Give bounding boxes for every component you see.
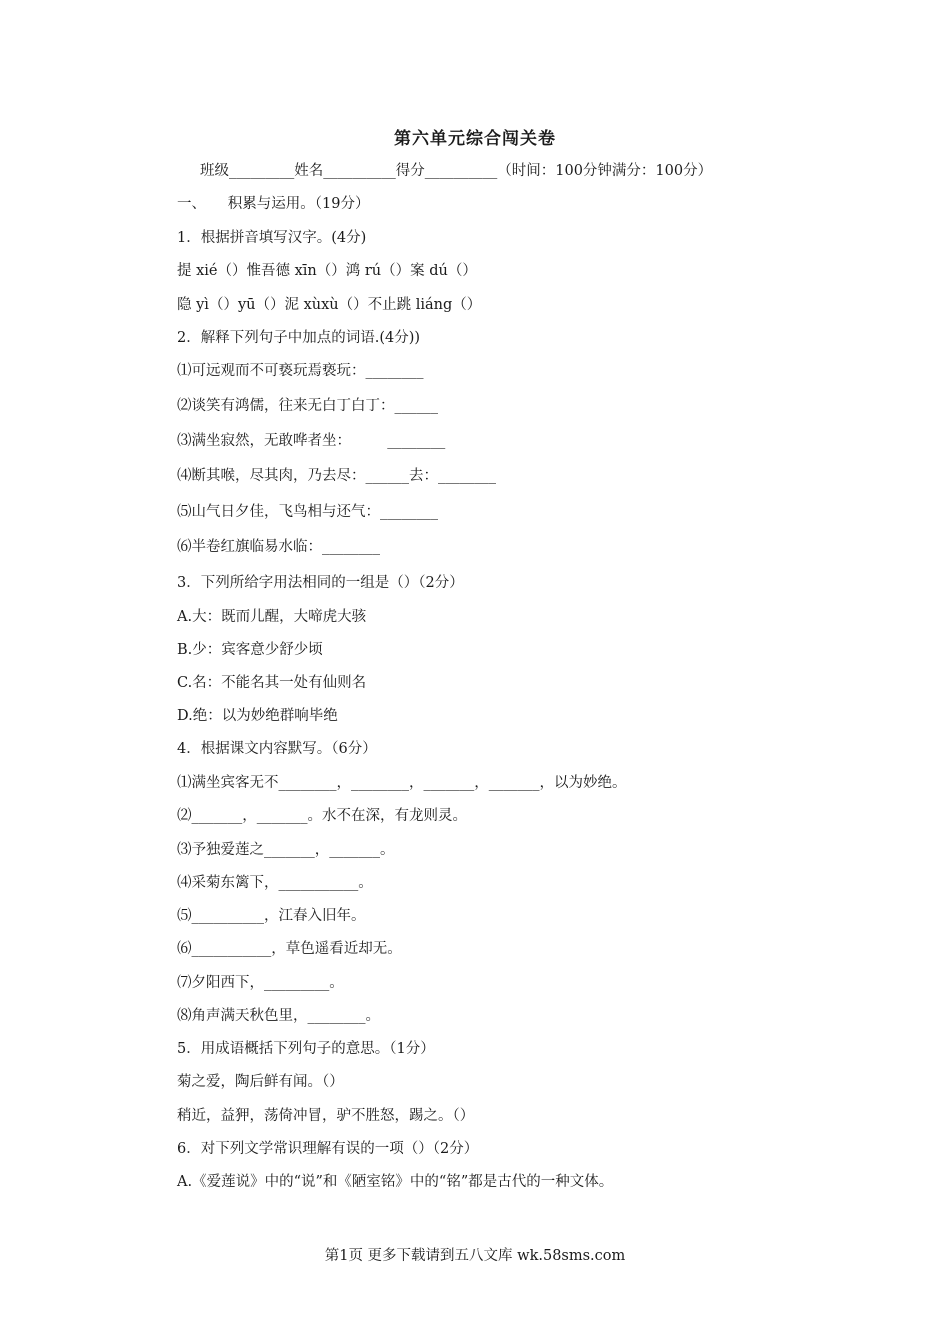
q3-option-b: B.少：宾客意少舒少顷 <box>177 642 323 658</box>
q4-item-4: ⑷采菊东篱下，___________。 <box>177 875 373 891</box>
q2-item-1: ⑴可远观而不可亵玩焉亵玩：________ <box>177 363 424 379</box>
q4-item-7: ⑺夕阳西下，_________。 <box>177 975 344 991</box>
pinyin-line-1: 提 xié（）惟吾德 xīn（）鸿 rú（）案 dú（） <box>177 263 477 279</box>
section-heading: 一、 积累与运用。（19分） <box>177 196 370 212</box>
q3-option-d: D.绝：以为妙绝群响毕绝 <box>177 708 338 724</box>
q4-item-1: ⑴满坐宾客无不________，________，_______，_______，以为妙绝。 <box>177 775 627 791</box>
question-6: 6．对下列文学常识理解有误的一项（）（2分） <box>177 1141 479 1157</box>
q3-option-c: C.名：不能名其一处有仙则名 <box>177 675 367 691</box>
q4-item-2: ⑵_______，_______。水不在深，有龙则灵。 <box>177 808 467 824</box>
question-1: 1．根据拼音填写汉字。(4分) <box>177 230 367 246</box>
q4-item-6: ⑹___________，草色遥看近却无。 <box>177 941 402 957</box>
page-title: 第六单元综合闯关卷 <box>394 129 556 149</box>
q3-option-a: A.大：既而儿醒，大啼虎大骇 <box>177 609 367 625</box>
q2-item-6: ⑹半卷红旗临易水临：________ <box>177 539 380 555</box>
question-2: 2．解释下列句子中加点的词语.(4分)) <box>177 330 421 346</box>
q6-option-a: A.《爱莲说》中的“说”和《陋室铭》中的“铭”都是古代的一种文体。 <box>177 1174 614 1190</box>
q5-item-1: 菊之爱，陶后鲜有闻。（） <box>177 1074 344 1090</box>
q4-item-5: ⑸__________，江春入旧年。 <box>177 908 366 924</box>
question-3: 3．下列所给字用法相同的一组是（）（2分） <box>177 575 464 591</box>
q5-item-2: 稍近，益狎，荡倚冲冒，驴不胜怒，踢之。（） <box>177 1108 475 1124</box>
pinyin-line-2: 隐 yì（）yū（）泥 xùxù（）不止跳 liáng（） <box>177 297 482 313</box>
q4-item-8: ⑻角声满天秋色里，________。 <box>177 1008 380 1024</box>
q2-item-3: ⑶满坐寂然，无敢哗者坐： ________ <box>177 433 446 449</box>
q2-item-2: ⑵谈笑有鸿儒，往来无白丁白丁：______ <box>177 398 438 414</box>
q2-item-5: ⑸山气日夕佳，飞鸟相与还气：________ <box>177 504 438 520</box>
question-4: 4．根据课文内容默写。（6分） <box>177 741 377 757</box>
q2-item-4: ⑷断其喉，尽其肉，乃去尽：______去：________ <box>177 468 496 484</box>
q4-item-3: ⑶予独爱莲之_______，_______。 <box>177 842 395 858</box>
header-info-line: 班级_________姓名__________得分__________（时间：100分钟满分：100分） <box>200 163 713 179</box>
question-5: 5．用成语概括下列句子的意思。（1分） <box>177 1041 435 1057</box>
page-footer: 第1页 更多下载请到五八文库 wk.58sms.com <box>324 1248 626 1264</box>
